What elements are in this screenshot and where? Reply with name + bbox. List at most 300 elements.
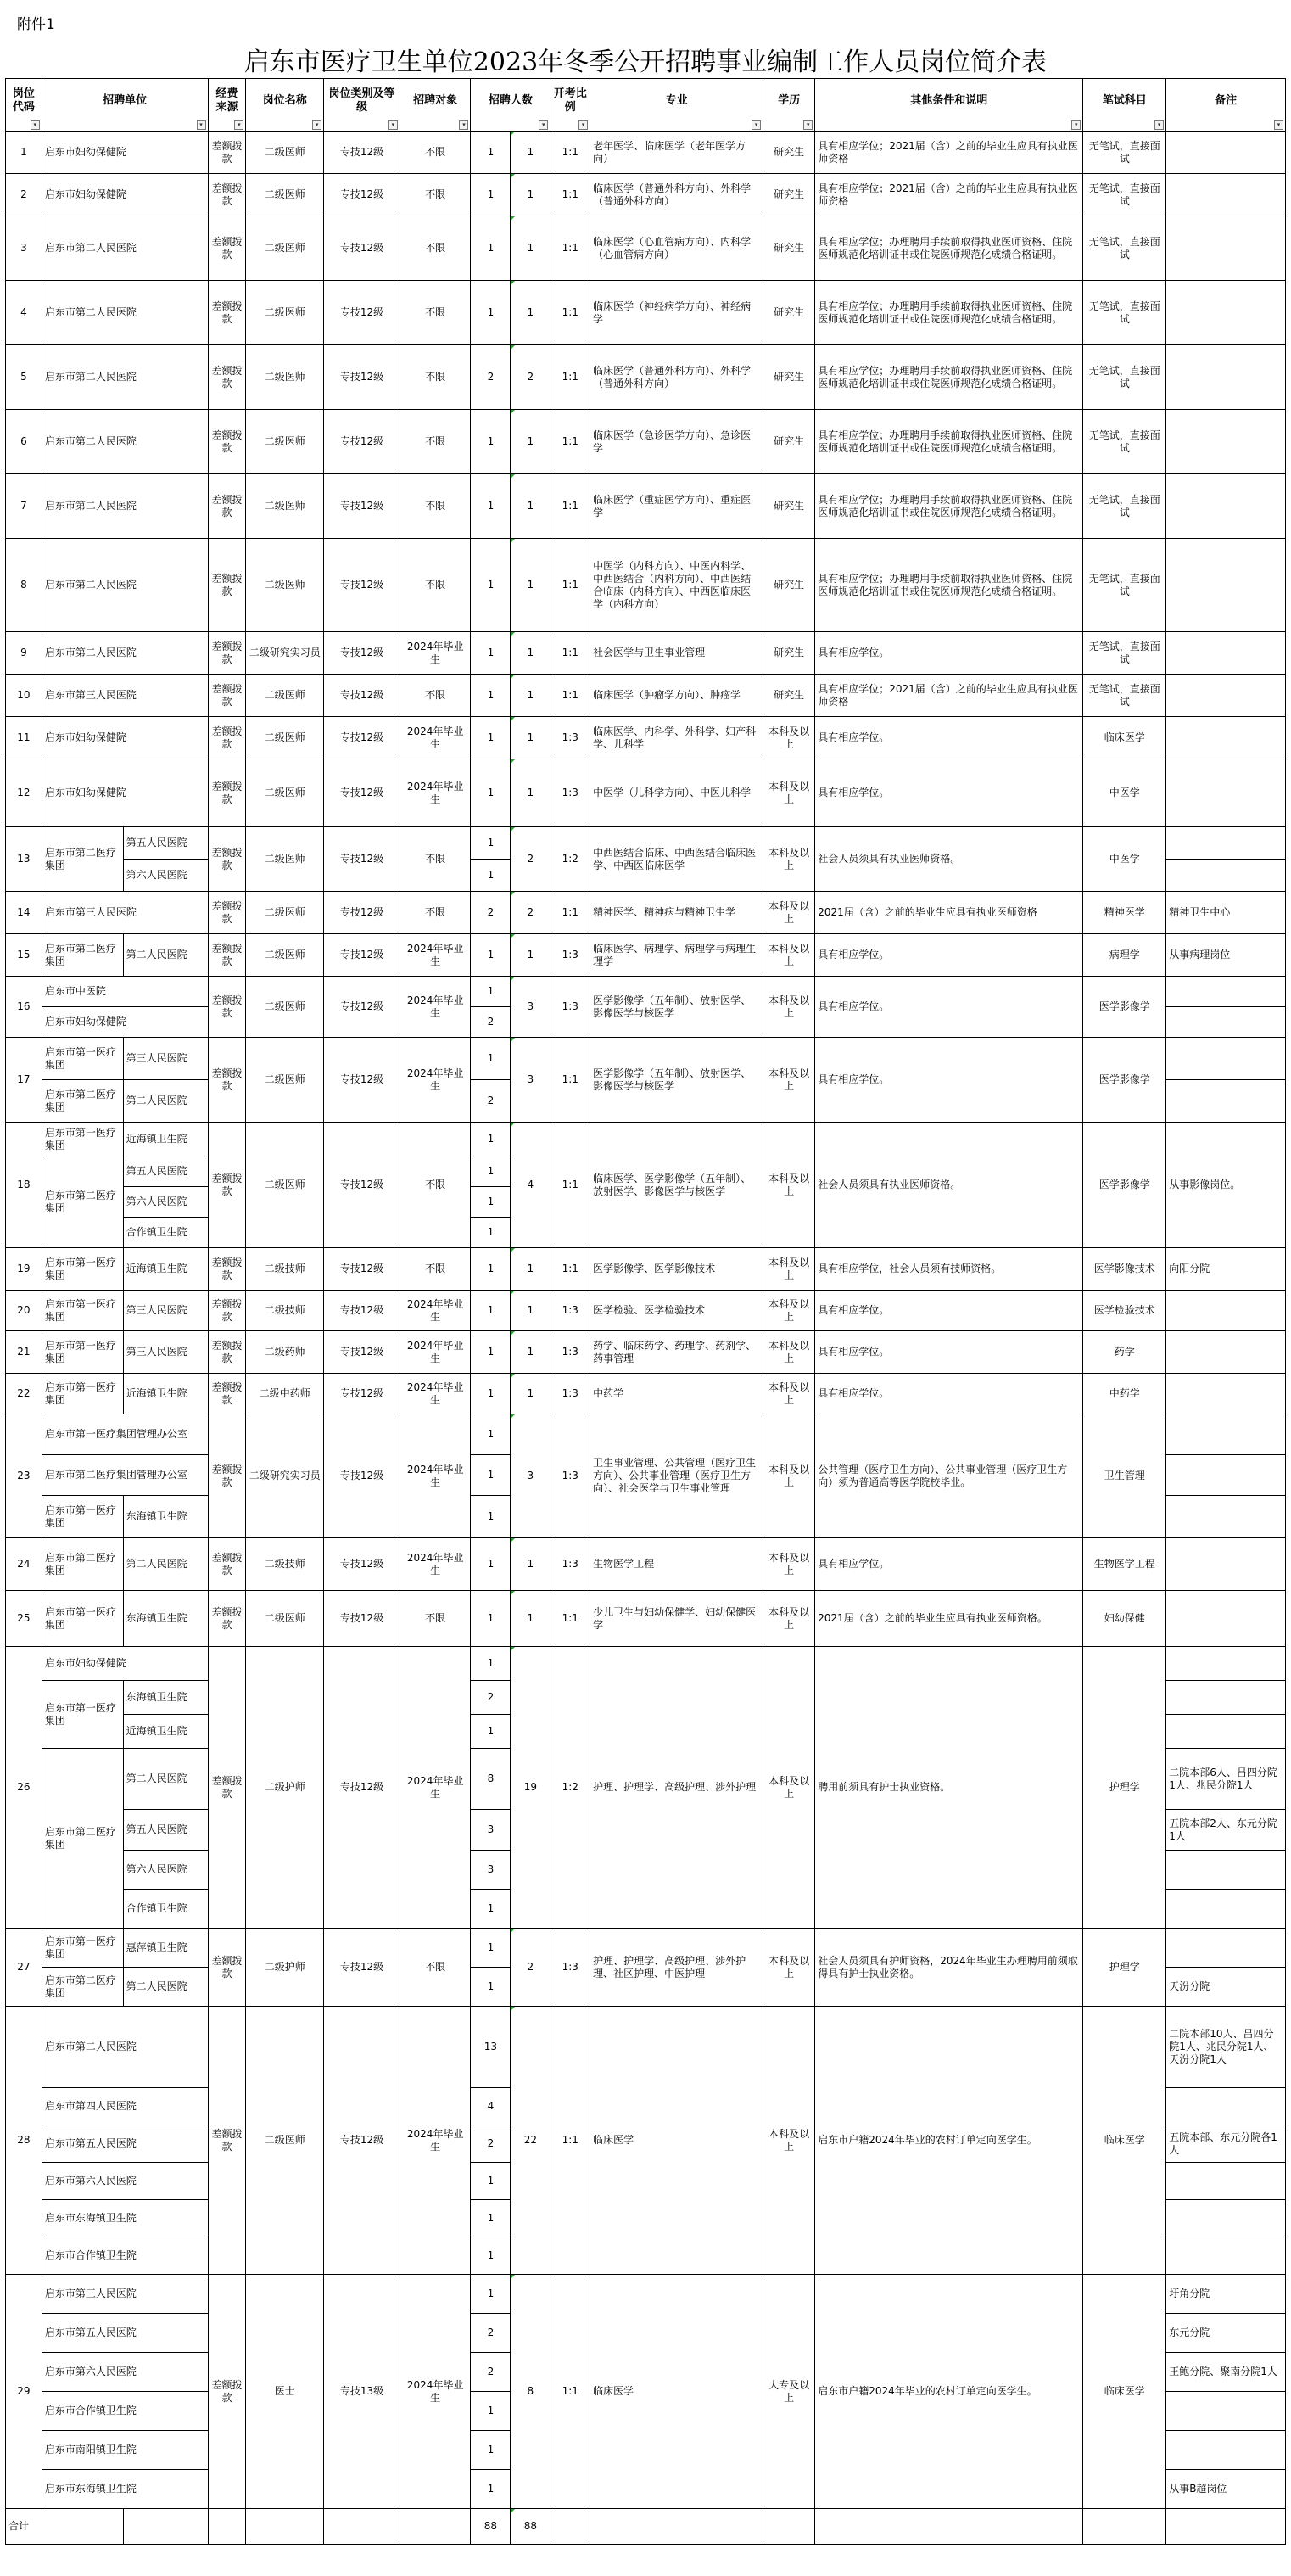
- unit-count: 1: [471, 1715, 511, 1749]
- exam-subject: 中医学: [1083, 827, 1166, 892]
- funding-source: 差额拨款: [208, 1038, 246, 1123]
- unit-count: 1: [471, 675, 511, 717]
- unit-count: 1: [471, 2431, 511, 2470]
- conditions: 启东市户籍2024年毕业的农村订单定向医学生。: [815, 2007, 1083, 2275]
- exam-ratio: 1:1: [550, 892, 590, 934]
- recruiting-unit: 启东市合作镇卫生院: [42, 2237, 208, 2275]
- post-grade: 专技12级: [324, 281, 400, 345]
- remarks: [1166, 410, 1286, 474]
- major: 中医学（儿科学方向）、中医儿科学: [590, 759, 763, 827]
- exam-subject: 无笔试，直接面试: [1083, 539, 1166, 632]
- post-name: 二级医师: [246, 539, 324, 632]
- post-name: 二级医师: [246, 892, 324, 934]
- filter-dropdown-icon[interactable]: ▾: [1071, 120, 1081, 130]
- education: 本科及以上: [763, 717, 815, 759]
- funding-source: 差额拨款: [208, 1248, 246, 1291]
- funding-source: 差额拨款: [208, 717, 246, 759]
- post-code: 13: [6, 827, 42, 892]
- remarks: 五院本部、东元分院各1人: [1166, 2125, 1286, 2163]
- unit-count: 1: [471, 1218, 511, 1248]
- post-count: 2: [511, 892, 550, 934]
- education: 研究生: [763, 132, 815, 174]
- target: 不限: [400, 1248, 471, 1291]
- funding-source: 差额拨款: [208, 1591, 246, 1647]
- remarks: [1166, 2392, 1286, 2431]
- post-name: 二级技师: [246, 1291, 324, 1331]
- post-count: 3: [511, 977, 550, 1038]
- exam-ratio: 1:3: [550, 1538, 590, 1591]
- unit-count: 1: [471, 1038, 511, 1080]
- remarks: [1166, 1374, 1286, 1414]
- exam-ratio: 1:1: [550, 410, 590, 474]
- recruiting-unit: 第二人民医院: [123, 1749, 208, 1810]
- post-code: 28: [6, 2007, 42, 2275]
- remarks: 从事B超岗位: [1166, 2470, 1286, 2509]
- education: 本科及以上: [763, 759, 815, 827]
- education: 本科及以上: [763, 977, 815, 1038]
- recruiting-unit: 启东市第四人民医院: [42, 2088, 208, 2125]
- post-count: 1: [511, 1291, 550, 1331]
- remarks: [1166, 1080, 1286, 1123]
- post-grade: 专技12级: [324, 934, 400, 977]
- col-header-funding: 经费来源 ▾: [208, 79, 246, 132]
- post-code: 18: [6, 1123, 42, 1248]
- remarks: [1166, 675, 1286, 717]
- remarks: [1166, 632, 1286, 675]
- empty-cell: [763, 2509, 815, 2545]
- table-row: [6, 474, 1286, 539]
- filter-dropdown-icon[interactable]: ▾: [197, 120, 206, 130]
- post-count: 1: [511, 539, 550, 632]
- post-grade: 专技12级: [324, 1038, 400, 1123]
- exam-subject: 无笔试，直接面试: [1083, 410, 1166, 474]
- col-header-ratio: 开考比例 ▾: [550, 79, 590, 132]
- post-grade: 专技12级: [324, 977, 400, 1038]
- empty-cell: [400, 2509, 471, 2545]
- target: 2024年毕业生: [400, 759, 471, 827]
- filter-dropdown-icon[interactable]: ▾: [234, 120, 243, 130]
- empty-cell: [550, 2509, 590, 2545]
- recruiting-unit: 启东市第二人民医院: [42, 632, 208, 675]
- post-grade: 专技12级: [324, 474, 400, 539]
- filter-dropdown-icon[interactable]: ▾: [388, 120, 398, 130]
- exam-ratio: 1:2: [550, 827, 590, 892]
- funding-source: 差额拨款: [208, 216, 246, 281]
- post-code: 14: [6, 892, 42, 934]
- conditions: 具有相应学位；办理聘用手续前取得执业医师资格、住院医师规范化培训证书或住院医师规范化成绩合格证明。: [815, 410, 1083, 474]
- remarks: [1166, 2163, 1286, 2200]
- recruiting-unit: 第三人民医院: [123, 1038, 208, 1080]
- recruiting-unit: 启东市东海镇卫生院: [42, 2470, 208, 2509]
- post-grade: 专技12级: [324, 1414, 400, 1538]
- exam-ratio: 1:1: [550, 345, 590, 410]
- recruiting-unit: 启东市第二人民医院: [42, 281, 208, 345]
- post-grade: 专技12级: [324, 632, 400, 675]
- funding-source: 差额拨款: [208, 132, 246, 174]
- recruiting-unit: 启东市第二医疗集团管理办公室: [42, 1455, 208, 1496]
- exam-subject: 无笔试，直接面试: [1083, 132, 1166, 174]
- recruiting-group: 启东市第一医疗集团: [42, 1038, 123, 1080]
- post-name: 二级技师: [246, 1538, 324, 1591]
- funding-source: 差额拨款: [208, 1331, 246, 1374]
- table-row: [6, 827, 1286, 860]
- remarks: [1166, 1715, 1286, 1749]
- conditions: 具有相应学位；2021届（含）之前的毕业生应具有执业医师资格: [815, 174, 1083, 216]
- recruiting-group: 启东市第一医疗集团: [42, 1681, 123, 1749]
- remarks: 五院本部2人、东元分院1人: [1166, 1810, 1286, 1851]
- total-unit-count: 88: [471, 2509, 511, 2545]
- unit-count: 1: [471, 934, 511, 977]
- post-count: 1: [511, 1248, 550, 1291]
- filter-dropdown-icon[interactable]: ▾: [459, 120, 468, 130]
- recruiting-unit: 启东市第二人民医院: [42, 2007, 208, 2088]
- recruiting-group: 启东市第一医疗集团: [42, 1248, 123, 1291]
- filter-dropdown-icon[interactable]: ▾: [1274, 120, 1283, 130]
- post-name: 二级医师: [246, 174, 324, 216]
- table-row: [6, 759, 1286, 827]
- education: 本科及以上: [763, 2007, 815, 2275]
- major: 临床医学（心血管病方向）、内科学（心血管病方向）: [590, 216, 763, 281]
- empty-cell: [590, 2509, 763, 2545]
- education: 研究生: [763, 539, 815, 632]
- unit-count: 1: [471, 410, 511, 474]
- education: 研究生: [763, 410, 815, 474]
- recruiting-unit: 第六人民医院: [123, 1187, 208, 1218]
- unit-count: 1: [471, 827, 511, 860]
- post-grade: 专技12级: [324, 759, 400, 827]
- unit-count: 1: [471, 1156, 511, 1187]
- remarks: [1166, 759, 1286, 827]
- unit-count: 2: [471, 1007, 511, 1038]
- target: 2024年毕业生: [400, 2275, 471, 2509]
- exam-subject: 无笔试，直接面试: [1083, 345, 1166, 410]
- recruiting-unit: 合作镇卫生院: [123, 1218, 208, 1248]
- major: 医学影像学（五年制）、放射医学、影像医学与核医学: [590, 977, 763, 1038]
- target: 2024年毕业生: [400, 977, 471, 1038]
- target: 不限: [400, 132, 471, 174]
- funding-source: 差额拨款: [208, 1291, 246, 1331]
- major: 生物医学工程: [590, 1538, 763, 1591]
- post-code: 8: [6, 539, 42, 632]
- conditions: 公共管理（医疗卫生方向）、公共事业管理（医疗卫生方向）须为普通高等医学院校毕业。: [815, 1414, 1083, 1538]
- post-name: 二级医师: [246, 281, 324, 345]
- unit-count: 1: [471, 860, 511, 892]
- unit-count: 1: [471, 2275, 511, 2314]
- remarks: [1166, 174, 1286, 216]
- post-code: 27: [6, 1929, 42, 2007]
- exam-ratio: 1:1: [550, 216, 590, 281]
- recruiting-unit: 合作镇卫生院: [123, 1890, 208, 1929]
- unit-count: 13: [471, 2007, 511, 2088]
- col-header-unit: 招聘单位 ▾: [42, 79, 208, 132]
- remarks: 东元分院: [1166, 2314, 1286, 2353]
- exam-ratio: 1:3: [550, 1929, 590, 2007]
- table-row: [6, 1929, 1286, 1968]
- filter-dropdown-icon[interactable]: ▾: [312, 120, 321, 130]
- remarks: [1166, 216, 1286, 281]
- filter-dropdown-icon[interactable]: ▾: [578, 120, 588, 130]
- unit-count: 1: [471, 1374, 511, 1414]
- post-grade: 专技12级: [324, 1647, 400, 1929]
- unit-count: 1: [471, 632, 511, 675]
- education: 本科及以上: [763, 1929, 815, 2007]
- post-grade: 专技12级: [324, 1248, 400, 1291]
- recruiting-unit: 启东市第二人民医院: [42, 539, 208, 632]
- funding-source: 差额拨款: [208, 977, 246, 1038]
- unit-count: 2: [471, 345, 511, 410]
- table-row: [6, 675, 1286, 717]
- target: 2024年毕业生: [400, 1291, 471, 1331]
- recruiting-group: 启东市第一医疗集团: [42, 1123, 123, 1156]
- unit-count: 1: [471, 759, 511, 827]
- unit-count: 1: [471, 174, 511, 216]
- post-grade: 专技12级: [324, 1123, 400, 1248]
- post-code: 21: [6, 1331, 42, 1374]
- post-name: 二级医师: [246, 675, 324, 717]
- post-name: 二级医师: [246, 934, 324, 977]
- post-code: 16: [6, 977, 42, 1038]
- conditions: 具有相应学位；办理聘用手续前取得执业医师资格、住院医师规范化培训证书或住院医师规范化成绩合格证明。: [815, 345, 1083, 410]
- unit-count: 2: [471, 1080, 511, 1123]
- conditions: 社会人员须具有护师资格，2024年毕业生办理聘用前须取得具有护士执业资格。: [815, 1929, 1083, 2007]
- conditions: 具有相应学位。: [815, 1038, 1083, 1123]
- filter-dropdown-icon[interactable]: ▾: [31, 120, 40, 130]
- col-header-education: 学历 ▾: [763, 79, 815, 132]
- remarks: [1166, 1890, 1286, 1929]
- major: 医学检验、医学检验技术: [590, 1291, 763, 1331]
- target: 不限: [400, 1123, 471, 1248]
- post-name: 二级医师: [246, 1591, 324, 1647]
- filter-dropdown-icon[interactable]: ▾: [539, 120, 548, 130]
- conditions: 具有相应学位；办理聘用手续前取得执业医师资格、住院医师规范化培训证书或住院医师规范化成绩合格证明。: [815, 474, 1083, 539]
- recruiting-unit: 启东市第二人民医院: [42, 410, 208, 474]
- remarks: 二院本部6人、吕四分院1人、兆民分院1人: [1166, 1749, 1286, 1810]
- conditions: 2021届（含）之前的毕业生应具有执业医师资格。: [815, 1591, 1083, 1647]
- education: 本科及以上: [763, 1591, 815, 1647]
- table-row: [6, 717, 1286, 759]
- recruiting-unit: 第三人民医院: [123, 1291, 208, 1331]
- funding-source: 差额拨款: [208, 892, 246, 934]
- post-count: 1: [511, 759, 550, 827]
- post-code: 11: [6, 717, 42, 759]
- target: 2024年毕业生: [400, 934, 471, 977]
- remarks: [1166, 1681, 1286, 1715]
- recruiting-unit: 第五人民医院: [123, 827, 208, 860]
- remarks: 精神卫生中心: [1166, 892, 1286, 934]
- remarks: [1166, 977, 1286, 1007]
- education: 研究生: [763, 675, 815, 717]
- target: 不限: [400, 216, 471, 281]
- conditions: 具有相应学位；办理聘用手续前取得执业医师资格、住院医师规范化培训证书或住院医师规范化成绩合格证明。: [815, 281, 1083, 345]
- post-name: 二级医师: [246, 410, 324, 474]
- remarks: 向阳分院: [1166, 1248, 1286, 1291]
- exam-subject: 医学影像技术: [1083, 1248, 1166, 1291]
- post-code: 9: [6, 632, 42, 675]
- post-grade: 专技13级: [324, 2275, 400, 2509]
- exam-ratio: 1:1: [550, 675, 590, 717]
- recruiting-unit: 第二人民医院: [123, 934, 208, 977]
- page-title: 启东市医疗卫生单位2023年冬季公开招聘事业编制工作人员岗位简介表: [243, 48, 1048, 77]
- remarks: [1166, 717, 1286, 759]
- post-code: 25: [6, 1591, 42, 1647]
- recruiting-unit: 启东市第三人民医院: [42, 892, 208, 934]
- recruiting-unit: 启东市第六人民医院: [42, 2353, 208, 2392]
- filter-dropdown-icon[interactable]: ▾: [752, 120, 761, 130]
- table-row: [6, 892, 1286, 934]
- exam-ratio: 1:3: [550, 1414, 590, 1538]
- conditions: 具有相应学位。: [815, 977, 1083, 1038]
- post-code: 15: [6, 934, 42, 977]
- recruiting-unit: 启东市东海镇卫生院: [42, 2200, 208, 2237]
- education: 本科及以上: [763, 1123, 815, 1248]
- exam-subject: 精神医学: [1083, 892, 1166, 934]
- post-code: 20: [6, 1291, 42, 1331]
- attachment-label: 附件1: [17, 16, 55, 33]
- col-header-exam: 笔试科目 ▾: [1083, 79, 1166, 132]
- exam-subject: 医学影像学: [1083, 1038, 1166, 1123]
- target: 不限: [400, 827, 471, 892]
- education: 本科及以上: [763, 1248, 815, 1291]
- exam-ratio: 1:1: [550, 632, 590, 675]
- recruiting-unit: 启东市南阳镇卫生院: [42, 2431, 208, 2470]
- conditions: 具有相应学位；办理聘用手续前取得执业医师资格、住院医师规范化培训证书或住院医师规范化成绩合格证明。: [815, 539, 1083, 632]
- remarks: 从事病理岗位: [1166, 934, 1286, 977]
- recruiting-unit: 启东市第六人民医院: [42, 2163, 208, 2200]
- major: 护理、护理学、高级护理、涉外护理、社区护理、中医护理: [590, 1929, 763, 2007]
- remarks: [1166, 1929, 1286, 1968]
- table-row: [6, 410, 1286, 474]
- empty-cell: [815, 2509, 1083, 2545]
- funding-source: 差额拨款: [208, 2275, 246, 2509]
- funding-source: 差额拨款: [208, 474, 246, 539]
- recruiting-group: 启东市第二医疗集团: [42, 1749, 123, 1929]
- remarks: [1166, 1007, 1286, 1038]
- unit-count: 1: [471, 1291, 511, 1331]
- post-name: 二级医师: [246, 827, 324, 892]
- major: 临床医学（普通外科方向）、外科学（普通外科方向）: [590, 345, 763, 410]
- post-name: 二级医师: [246, 977, 324, 1038]
- unit-count: 1: [471, 2470, 511, 2509]
- recruiting-group: 启东市第一医疗集团: [42, 1374, 123, 1414]
- recruiting-unit: 第六人民医院: [123, 1851, 208, 1890]
- exam-subject: 无笔试，直接面试: [1083, 174, 1166, 216]
- table-row: [6, 1538, 1286, 1591]
- unit-count: 3: [471, 1851, 511, 1890]
- target: 不限: [400, 474, 471, 539]
- recruiting-unit: 启东市第五人民医院: [42, 2314, 208, 2353]
- post-count: 1: [511, 1374, 550, 1414]
- remarks: [1166, 827, 1286, 860]
- education: 本科及以上: [763, 1331, 815, 1374]
- recruiting-group: 启东市第一医疗集团: [42, 1291, 123, 1331]
- target: 2024年毕业生: [400, 1647, 471, 1929]
- exam-ratio: 1:1: [550, 474, 590, 539]
- remarks: [1166, 1591, 1286, 1647]
- filter-dropdown-icon[interactable]: ▾: [1154, 120, 1164, 130]
- exam-subject: 无笔试，直接面试: [1083, 632, 1166, 675]
- target: 2024年毕业生: [400, 1538, 471, 1591]
- funding-source: 差额拨款: [208, 827, 246, 892]
- post-code: 12: [6, 759, 42, 827]
- col-header-count: 招聘人数 ▾: [471, 79, 550, 132]
- unit-count: 1: [471, 132, 511, 174]
- funding-source: 差额拨款: [208, 539, 246, 632]
- post-count: 2: [511, 345, 550, 410]
- exam-ratio: 1:3: [550, 1374, 590, 1414]
- conditions: 具有相应学位。: [815, 717, 1083, 759]
- exam-subject: 中药学: [1083, 1374, 1166, 1414]
- recruiting-unit: 启东市第二人民医院: [42, 216, 208, 281]
- recruiting-unit: 启东市第二人民医院: [42, 474, 208, 539]
- exam-ratio: 1:2: [550, 1647, 590, 1929]
- post-name: 二级研究实习员: [246, 632, 324, 675]
- major: 精神医学、精神病与精神卫生学: [590, 892, 763, 934]
- target: 不限: [400, 539, 471, 632]
- funding-source: 差额拨款: [208, 1374, 246, 1414]
- recruiting-unit: 启东市第五人民医院: [42, 2125, 208, 2163]
- table-row: [6, 2275, 1286, 2314]
- unit-count: 1: [471, 977, 511, 1007]
- unit-count: 1: [471, 1929, 511, 1968]
- post-grade: 专技12级: [324, 2007, 400, 2275]
- post-grade: 专技12级: [324, 1331, 400, 1374]
- exam-subject: 无笔试，直接面试: [1083, 474, 1166, 539]
- remarks: [1166, 1038, 1286, 1080]
- remarks: [1166, 2088, 1286, 2125]
- remarks: [1166, 281, 1286, 345]
- major: 临床医学、病理学、病理学与病理生理学: [590, 934, 763, 977]
- major: 临床医学: [590, 2007, 763, 2275]
- unit-count: 2: [471, 2314, 511, 2353]
- exam-subject: 临床医学: [1083, 2275, 1166, 2509]
- post-grade: 专技12级: [324, 345, 400, 410]
- table-row: [6, 934, 1286, 977]
- post-name: 二级医师: [246, 132, 324, 174]
- empty-cell: [208, 2509, 246, 2545]
- unit-count: 2: [471, 892, 511, 934]
- post-count: 8: [511, 2275, 550, 2509]
- remarks: [1166, 2200, 1286, 2237]
- major: 中医学（内科方向）、中医内科学、中西医结合（内科方向）、中西医结合临床（内科方向）、中西医临床医学（内科方向）: [590, 539, 763, 632]
- education: 大专及以上: [763, 2275, 815, 2509]
- recruiting-group: 启东市第一医疗集团: [42, 1331, 123, 1374]
- unit-count: 1: [471, 281, 511, 345]
- unit-count: 1: [471, 539, 511, 632]
- post-code: 17: [6, 1038, 42, 1123]
- post-count: 1: [511, 216, 550, 281]
- major: 少儿卫生与妇幼保健学、妇幼保健医学: [590, 1591, 763, 1647]
- post-count: 1: [511, 410, 550, 474]
- target: 2024年毕业生: [400, 717, 471, 759]
- exam-ratio: 1:1: [550, 1123, 590, 1248]
- table-row: [6, 345, 1286, 410]
- post-code: 29: [6, 2275, 42, 2509]
- empty-cell: [324, 2509, 400, 2545]
- filter-dropdown-icon[interactable]: ▾: [803, 120, 813, 130]
- post-grade: 专技12级: [324, 1929, 400, 2007]
- exam-ratio: 1:1: [550, 132, 590, 174]
- post-name: 二级医师: [246, 2007, 324, 2275]
- recruiting-group: 启东市第二医疗集团: [42, 1538, 123, 1591]
- recruiting-unit: 第二人民医院: [123, 1968, 208, 2007]
- col-header-grade: 岗位类别及等级 ▾: [324, 79, 400, 132]
- post-count: 1: [511, 281, 550, 345]
- post-grade: 专技12级: [324, 1374, 400, 1414]
- post-code: 5: [6, 345, 42, 410]
- table-row: [6, 1123, 1286, 1156]
- conditions: 具有相应学位。: [815, 1538, 1083, 1591]
- exam-subject: 妇幼保健: [1083, 1591, 1166, 1647]
